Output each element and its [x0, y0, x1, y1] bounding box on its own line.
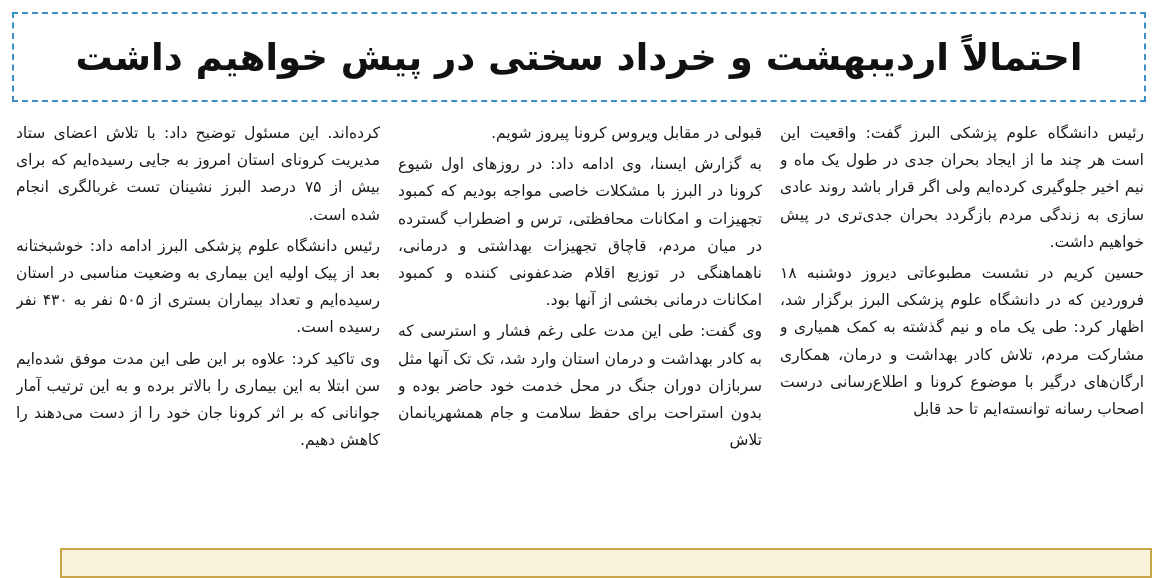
paragraph: رئیس دانشگاه علوم پزشکی البرز گفت: واقعیت این است هر چند ما از ایجاد بحران جدی در طول یک ماه و نیم اخیر جلوگیری کرده‌ایم ولی اگر قرار باشد روند عادی سازی به زندگی مردم بازگردد بحران جدی‌تری در پیش خواهیم داشت. — [780, 124, 1144, 251]
paragraph: به گزارش ایسنا، وی ادامه داد: در روزهای اول شیوع کرونا در البرز با مشکلات خاصی مواجه بودیم که کمبود تجهیزات و امکانات محافظتی، ترس و اضطراب گسترده در میان مردم، قاچاق تجهیزات بهداشتی و درمانی، ناهماهنگی در توزیع اقلام ضدعفونی کننده و کمبود امکانات درمانی بخشی از آنها بود. — [398, 155, 762, 310]
article-headline: احتمالاً اردیبهشت و خرداد سختی در پیش خواهیم داشت — [75, 36, 1083, 79]
paragraph: کرده‌اند. این مسئول توضیح داد: با تلاش اعضای ستاد مدیریت کرونای استان امروز به جایی رسیده‌ایم که برای بیش از ۷۵ درصد البرز نشینان تست غربالگری انجام شده است. — [16, 124, 380, 224]
paragraph: وی تاکید کرد: علاوه بر این طی این مدت موفق شده‌ایم سن ابتلا به این بیماری را بالاتر برده و به این ترتیب آمار جوانانی که بر اثر کرونا جان خود را از دست می‌دهند را کاهش دهیم. — [16, 349, 380, 450]
next-article-box — [60, 548, 1152, 578]
article-column-left — [16, 120, 380, 538]
article-column-right — [780, 120, 1144, 538]
article-body — [16, 120, 1144, 538]
paragraph: رئیس دانشگاه علوم پزشکی البرز ادامه داد: خوشبختانه بعد از پیک اولیه این بیماری به وضعیت مناسبی در استان رسیده‌ایم و تعداد بیماران بستری از ۵۰۵ نفر به ۴۳۰ نفر رسیده است. — [16, 236, 380, 337]
headline-box — [12, 12, 1146, 102]
paragraph: حسین کریم در نشست مطبوعاتی دیروز دوشنبه ۱۸ فروردین که در دانشگاه علوم پزشکی البرز برگزار شد، اظهار کرد: طی یک ماه و نیم گذشته به کمک همیاری و مشارکت مردم، تلاش کادر بهداشت و درمان، همکاری ارگان‌های درگیر با موضوع کرونا و اطلاع‌رسانی درست اصحاب رسانه توانسته‌ایم تا حد قابل — [780, 264, 1144, 419]
paragraph: قبولی در مقابل ویروس کرونا پیروز شویم. — [491, 124, 762, 142]
paragraph: وی گفت: طی این مدت علی رغم فشار و استرسی که به کادر بهداشت و درمان استان وارد شد، تک تک آنها مثل سربازان دوران جنگ در محل خدمت خود حاضر بوده و بدون استراحت برای حفظ سلامت و جام همشهریانمان تلاش — [398, 322, 762, 450]
article-column-middle — [398, 120, 762, 538]
